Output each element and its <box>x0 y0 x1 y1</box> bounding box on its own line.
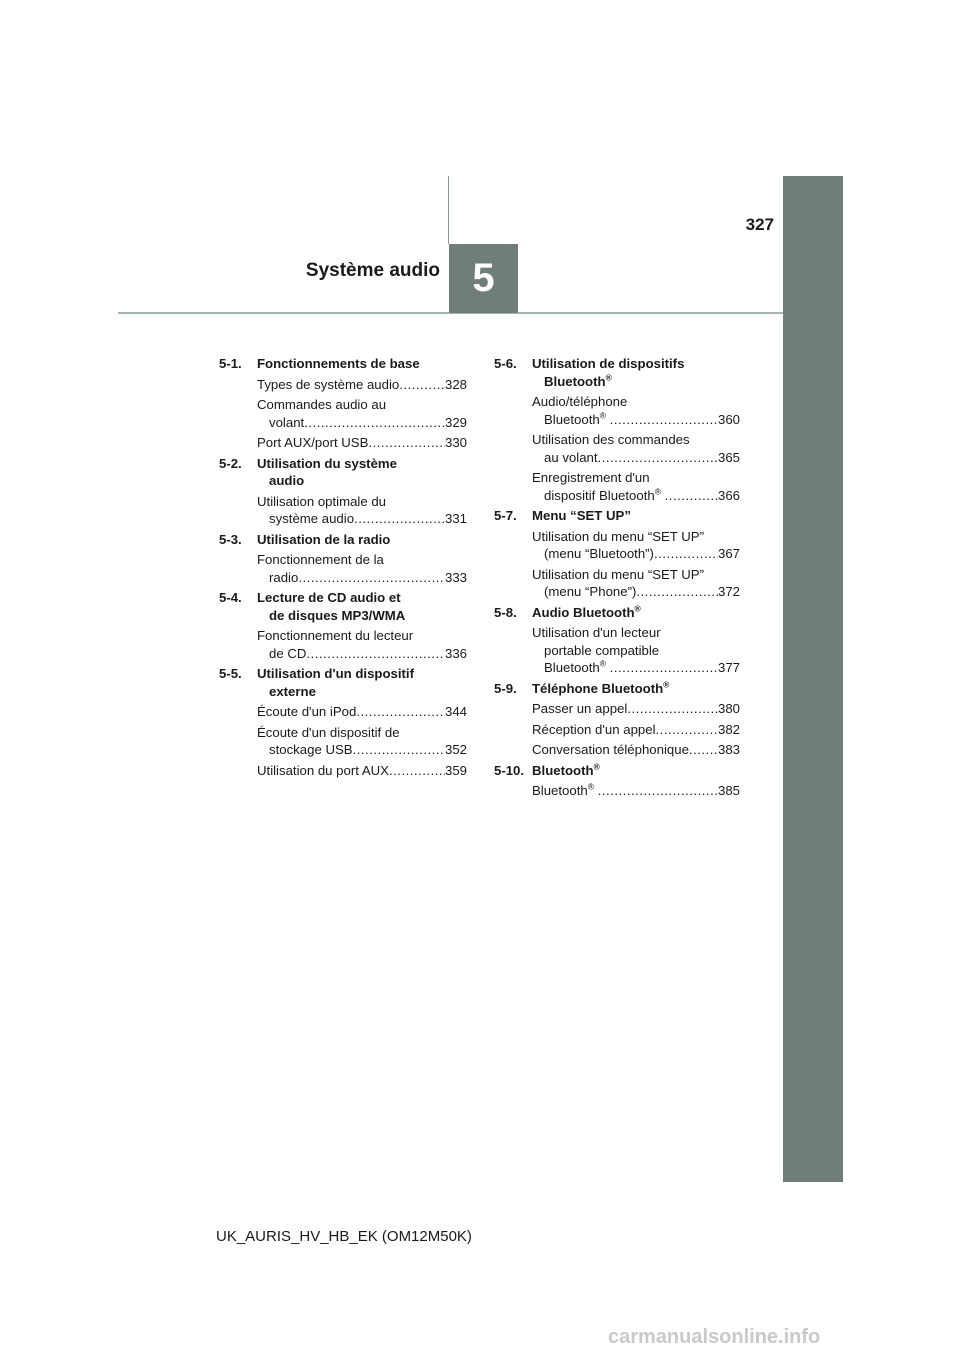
toc-entry[interactable]: Fonctionnement de la radio ..... 333 <box>219 551 467 586</box>
watermark: carmanualsonline.info <box>608 1326 821 1348</box>
document-footer: UK_AURIS_HV_HB_EK (OM12M50K) <box>216 1228 472 1245</box>
toc-section[interactable]: 5-2. Utilisation du système audio <box>219 455 397 488</box>
toc-entry[interactable]: Enregistrement d'un dispositif Bluetooth® ..... 366 <box>494 469 740 504</box>
toc-entry[interactable]: Audio/téléphone Bluetooth® ..... 360 <box>494 393 740 428</box>
toc-entry[interactable]: Port AUX/port USB ..... 330 <box>219 434 467 452</box>
toc-left-column <box>219 355 467 782</box>
toc-right-column <box>494 355 740 803</box>
toc-entry[interactable]: Fonctionnement du lecteur de CD ..... 336 <box>219 627 467 662</box>
chapter-number-box: 5 <box>449 244 518 313</box>
toc-entry[interactable]: Types de système audio ..... 328 <box>219 376 467 394</box>
toc-section[interactable]: 5-4. Lecture de CD audio et de disques MP3/WMA <box>219 590 406 623</box>
registered-mark: ® <box>605 372 612 383</box>
toc-entry[interactable]: Utilisation du port AUX ..... 359 <box>219 762 467 780</box>
toc-entry[interactable]: Utilisation du menu “SET UP” (menu “Phone”) ..... 372 <box>494 566 740 601</box>
toc-entry[interactable]: Écoute d'un dispositif de stockage USB ..... 352 <box>219 724 467 759</box>
page-number: 327 <box>745 215 774 234</box>
header-divider-vertical <box>448 176 449 244</box>
toc-section[interactable]: 5-5. Utilisation d'un dispositif externe <box>219 666 414 699</box>
toc-section[interactable]: 5-9. Téléphone Bluetooth® <box>494 679 670 696</box>
toc-section[interactable]: 5-3. Utilisation de la radio <box>219 531 391 547</box>
toc-section[interactable]: 5-10. Bluetooth® <box>494 761 600 778</box>
toc-entry[interactable]: Écoute d'un iPod ..... 344 <box>219 703 467 721</box>
toc-entry[interactable]: Utilisation optimale du système audio ..... 331 <box>219 493 467 528</box>
toc-entry[interactable]: Utilisation du menu “SET UP” (menu “Bluetooth”) ..... 367 <box>494 528 740 563</box>
toc-entry[interactable]: Bluetooth® ..... 385 <box>494 782 740 800</box>
toc-entry[interactable]: Conversation téléphonique ..... 383 <box>494 741 740 759</box>
toc-section[interactable]: 5-6. Utilisation de dispositifs Bluetooth® <box>494 356 685 389</box>
toc-section-title: Fonctionnements de base <box>257 356 420 371</box>
toc-section[interactable]: 5-1. Fonctionnements de base <box>219 356 420 371</box>
toc-section[interactable]: 5-7. Menu “SET UP” <box>494 508 631 523</box>
toc-entry[interactable]: Utilisation d'un lecteur portable compatible Bluetooth® ..... 377 <box>494 624 740 677</box>
section-title: Système audio <box>305 260 440 281</box>
toc-entry[interactable]: Réception d'un appel ..... 382 <box>494 721 740 739</box>
toc-entry[interactable]: Utilisation des commandes au volant ..... 365 <box>494 431 740 466</box>
chapter-side-tab <box>783 176 843 1182</box>
toc-entry[interactable]: Commandes audio au volant ..... 329 <box>219 396 467 431</box>
toc-section[interactable]: 5-8. Audio Bluetooth® <box>494 603 641 620</box>
toc-entry[interactable]: Passer un appel ..... 380 <box>494 700 740 718</box>
